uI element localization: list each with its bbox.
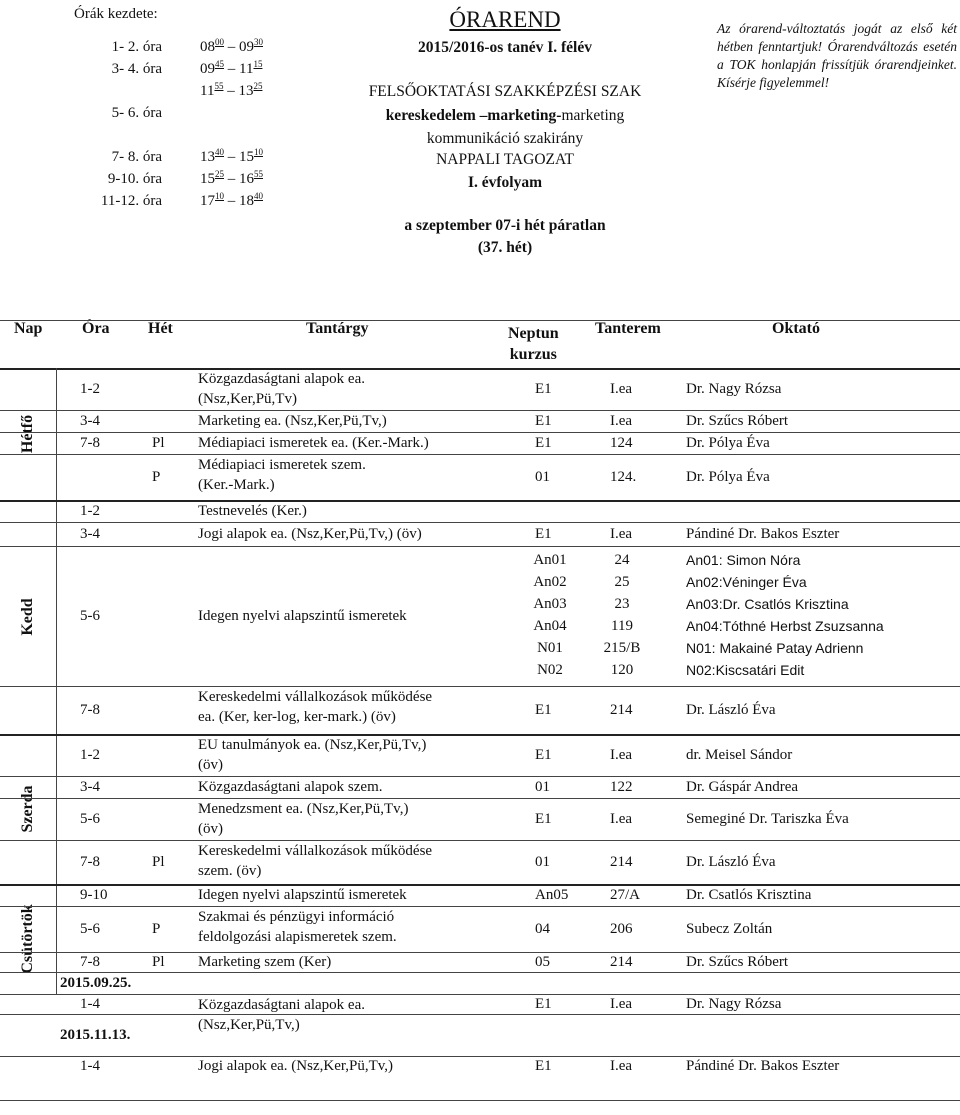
row-room: 124 (610, 435, 633, 451)
row-ora: 1-2 (80, 381, 100, 397)
row-divider (0, 432, 960, 433)
group-teacher: N01: Makainé Patay Adrienn (686, 640, 864, 656)
row-subject-line2: (Ker.-Mark.) (198, 477, 275, 493)
col-het: Hét (148, 320, 173, 337)
row-ora: 3-4 (80, 413, 100, 429)
row-ora: 7-8 (80, 702, 100, 718)
row-ora: 7-8 (80, 854, 100, 870)
row-teacher: Dr. Csatlós Krisztina (686, 887, 812, 903)
group-room: 119 (611, 618, 633, 634)
row-neptun: E1 (535, 526, 552, 542)
row-divider (0, 454, 960, 455)
row-subject: Kereskedelmi vállalkozások működése (198, 843, 433, 859)
time-hour: 13 (238, 83, 254, 99)
time-minutes: 15 (253, 59, 263, 69)
group-teacher: An01: Simon Nóra (686, 552, 801, 568)
time-minutes: 45 (215, 59, 224, 69)
row-subject-line2: feldolgozási alapismeretek szem. (198, 929, 397, 945)
program-main: kereskedelem –marketing- (385, 107, 562, 124)
row-neptun: 05 (535, 954, 550, 970)
row-teacher: Pándiné Dr. Bakos Eszter (686, 1058, 840, 1074)
row-teacher: Semeginé Dr. Tariszka Éva (686, 811, 849, 827)
day-hetfo-label: Hétfő (19, 414, 36, 454)
row-teacher: dr. Meisel Sándor (686, 747, 793, 763)
row-divider (0, 734, 960, 736)
day-csutortok (0, 884, 56, 994)
row-het: Pl (152, 954, 165, 970)
row-divider (0, 368, 960, 370)
group-room: 25 (614, 574, 630, 590)
school-year: 2015/2016-os tanév I. félév (418, 39, 592, 56)
time-hour: 16 (239, 171, 254, 187)
row-ora: 7-8 (80, 954, 100, 970)
row-ora: 1-4 (80, 1058, 100, 1074)
program-specialization: kommunikáció szakirány (426, 130, 584, 147)
time-minutes: 40 (254, 191, 263, 201)
col-neptun-line1: Neptun (508, 325, 559, 342)
day-kedd-label: Kedd (19, 598, 36, 636)
time-hour: 11 (239, 61, 254, 77)
row-room: I.ea (610, 1058, 633, 1074)
time-range: $17^{10} - 18^{40}$ (200, 191, 263, 209)
row-divider (0, 410, 960, 411)
time-hour: 13 (200, 149, 215, 165)
col-ora: Óra (82, 320, 110, 337)
row-room: I.ea (610, 747, 633, 763)
row-het: P (152, 921, 161, 937)
row-ora: 1-2 (80, 747, 100, 763)
group-code: N02 (537, 662, 563, 678)
row-divider (0, 1014, 960, 1015)
time-label: 1- 2. óra (111, 39, 162, 55)
row-teacher: Dr. Nagy Rózsa (686, 381, 782, 397)
row-subject: EU tanulmányok ea. (Nsz,Ker,Pü,Tv,) (198, 737, 427, 753)
time-hour: 11 (200, 83, 215, 99)
time-range: $15^{25} - 16^{55}$ (200, 169, 263, 187)
row-teacher: Dr. Pólya Éva (686, 469, 770, 485)
row-neptun: An05 (535, 887, 569, 903)
row-subject: Testnevelés (Ker.) (198, 503, 307, 519)
row-subject: Jogi alapok ea. (Nsz,Ker,Pü,Tv,) (198, 1058, 394, 1074)
day-csutortok-label: Csütörtök (19, 904, 36, 974)
row-neptun: E1 (535, 381, 552, 397)
row-ora: 5-6 (80, 811, 100, 827)
row-teacher: Dr. Nagy Rózsa (686, 996, 782, 1012)
time-range: $11^{55} - 13^{25}$ (200, 81, 263, 99)
row-subject-line2: (Nsz,Ker,Pü,Tv,) (198, 1017, 300, 1033)
row-subject: Marketing ea. (Nsz,Ker,Pü,Tv,) (198, 413, 387, 429)
row-neptun: 01 (535, 469, 550, 485)
time-range: $09^{45} - 11^{15}$ (200, 59, 263, 77)
group-teacher: An04:Tóthné Herbst Zsuzsanna (686, 618, 884, 634)
row-teacher: Dr. Gáspár Andrea (686, 779, 799, 795)
row-room: 27/A (610, 887, 640, 903)
col-nap: Nap (14, 320, 43, 337)
row-subject: Menedzsment ea. (Nsz,Ker,Pü,Tv,) (198, 801, 409, 817)
group-code: N01 (537, 640, 563, 656)
time-hour: 09 (239, 39, 254, 55)
time-minutes: 25 (253, 81, 263, 91)
row-subject: Szakmai és pénzügyi információ (198, 909, 395, 925)
group-room: 23 (614, 596, 630, 612)
row-het: Pl (152, 435, 165, 451)
row-divider (0, 320, 960, 321)
group-code: An01 (533, 552, 567, 568)
day-hetfo (0, 368, 56, 500)
row-subject: Kereskedelmi vállalkozások működése (198, 689, 433, 705)
time-label: 5- 6. óra (111, 105, 162, 121)
row-divider (0, 952, 960, 953)
group-room: 120 (610, 662, 634, 678)
row-subject: Közgazdaságtani alapok szem. (198, 779, 383, 795)
group-room: 24 (614, 552, 630, 568)
row-room: I.ea (610, 526, 633, 542)
row-ora: 1-2 (80, 503, 100, 519)
group-code: An02 (533, 574, 567, 590)
group-code: An03 (533, 596, 567, 612)
row-subject: Marketing szem (Ker) (198, 954, 332, 970)
row-subject: Médiapiaci ismeretek ea. (Ker.-Mark.) (198, 435, 429, 451)
row-subject: Jogi alapok ea. (Nsz,Ker,Pü,Tv,) (öv) (198, 526, 422, 542)
row-divider (0, 500, 960, 502)
time-minutes: 10 (215, 191, 224, 201)
time-label: 7- 8. óra (111, 149, 162, 165)
time-minutes: 40 (215, 147, 224, 157)
row-ora: 9-10 (80, 887, 108, 903)
row-subject: Idegen nyelvi alapszintű ismeretek (198, 887, 407, 903)
row-divider (0, 776, 960, 777)
row-neptun: E1 (535, 702, 552, 718)
day-kedd (0, 500, 56, 734)
date-label: 2015.09.25. (60, 975, 132, 991)
row-teacher: Dr. Pólya Éva (686, 435, 770, 451)
row-divider (0, 884, 960, 886)
row-neptun: 04 (535, 921, 550, 937)
group-code: An04 (533, 618, 567, 634)
row-room: 214 (610, 702, 633, 718)
group-teacher: N02:Kiscsatári Edit (686, 662, 805, 678)
group-teacher: An03:Dr. Csatlós Krisztina (686, 596, 849, 612)
col-neptun-line2: kurzus (509, 346, 557, 363)
row-teacher: Dr. László Éva (686, 854, 776, 870)
row-subject: Közgazdaságtani alapok ea. (198, 997, 365, 1013)
time-hour: 08 (200, 39, 215, 55)
row-subject: Idegen nyelvi alapszintű ismeretek (198, 608, 407, 624)
row-ora: 1-4 (80, 996, 100, 1012)
row-subject-line2: ea. (Ker, ker-log, ker-mark.) (öv) (198, 709, 396, 725)
program-suffix: marketing (561, 107, 625, 124)
row-subject-line2: (öv) (198, 821, 223, 837)
page-title: ÓRAREND (449, 7, 561, 32)
row-ora: 5-6 (80, 608, 100, 624)
time-hour: 15 (239, 149, 254, 165)
row-divider (0, 840, 960, 841)
time-minutes: 00 (215, 37, 224, 47)
study-mode: NAPPALI TAGOZAT (436, 151, 574, 168)
row-subject: Közgazdaságtani alapok ea. (198, 371, 365, 387)
row-divider (0, 906, 960, 907)
change-notice: Az órarend-változtatás jogát az első két hétben fenntartjuk! Órarendváltozás esetén a TOK honlapján frissítjük órarendjeinket. Kísérje figyelemmel! (717, 21, 957, 90)
time-hour: 18 (239, 193, 254, 209)
row-room: 214 (610, 954, 633, 970)
row-room: 122 (610, 779, 633, 795)
col-oktato: Oktató (772, 320, 820, 337)
row-het: Pl (152, 854, 165, 870)
day-column-divider (56, 368, 57, 994)
row-neptun: E1 (535, 811, 552, 827)
row-teacher: Dr. László Éva (686, 702, 776, 718)
program-line (300, 104, 710, 127)
date-label: 2015.11.13. (60, 1027, 131, 1043)
times-title: Órák kezdete: (74, 6, 158, 22)
time-hour: 09 (200, 61, 215, 77)
row-teacher: Dr. Szűcs Róbert (686, 954, 789, 970)
time-hour: 17 (200, 193, 215, 209)
row-neptun: E1 (535, 1058, 552, 1074)
row-het: P (152, 469, 161, 485)
row-teacher: Dr. Szűcs Róbert (686, 413, 789, 429)
row-neptun: E1 (535, 996, 552, 1012)
time-hour: 15 (200, 171, 215, 187)
row-subject: Médiapiaci ismeretek szem. (198, 457, 366, 473)
week-number: (37. hét) (477, 239, 533, 256)
day-szerda (0, 734, 56, 884)
row-room: 206 (610, 921, 633, 937)
row-subject-line2: (Nsz,Ker,Pü,Tv) (198, 391, 297, 407)
time-range: $13^{40} - 15^{10}$ (200, 147, 263, 165)
row-room: 214 (610, 854, 633, 870)
row-divider (0, 546, 960, 547)
row-divider (0, 686, 960, 687)
col-tanterem: Tanterem (595, 320, 661, 337)
col-neptun (508, 323, 559, 365)
row-ora: 5-6 (80, 921, 100, 937)
row-room: I.ea (610, 413, 633, 429)
row-room: I.ea (610, 811, 633, 827)
time-minutes: 55 (214, 81, 224, 91)
row-neptun: 01 (535, 854, 550, 870)
cohort: I. évfolyam (467, 174, 543, 191)
time-label: 9-10. óra (107, 171, 162, 187)
row-divider (0, 522, 960, 523)
row-ora: 3-4 (80, 526, 100, 542)
time-label: 3- 4. óra (111, 61, 162, 77)
time-minutes: 55 (254, 169, 263, 179)
group-room: 215/B (603, 640, 641, 656)
row-divider (0, 798, 960, 799)
row-divider (0, 972, 960, 973)
row-subject-line2: (öv) (198, 757, 223, 773)
row-divider (0, 1100, 960, 1101)
row-neptun: E1 (535, 413, 552, 429)
time-minutes: 25 (215, 169, 224, 179)
row-neptun: 01 (535, 779, 550, 795)
row-teacher: Subecz Zoltán (686, 921, 773, 937)
group-teacher: An02:Véninger Éva (686, 574, 807, 590)
row-room: I.ea (610, 381, 633, 397)
day-szerda-label: Szerda (19, 785, 36, 833)
week-info: a szeptember 07-i hét páratlan (404, 217, 606, 234)
school-name: FELSŐOKTATÁSI SZAKKÉPZÉSI SZAK (368, 83, 642, 100)
row-subject-line2: szem. (öv) (198, 863, 262, 879)
time-minutes: 30 (254, 37, 263, 47)
row-room: 124. (610, 469, 637, 485)
row-ora: 7-8 (80, 435, 100, 451)
time-label: 11-12. óra (100, 193, 162, 209)
row-neptun: E1 (535, 435, 552, 451)
col-tantargy: Tantárgy (306, 320, 369, 337)
row-room: I.ea (610, 996, 633, 1012)
row-divider (0, 994, 960, 995)
row-teacher: Pándiné Dr. Bakos Eszter (686, 526, 840, 542)
row-neptun: E1 (535, 747, 552, 763)
time-range: $08^{00} - 09^{30}$ (200, 37, 263, 55)
row-ora: 3-4 (80, 779, 100, 795)
time-minutes: 10 (254, 147, 263, 157)
